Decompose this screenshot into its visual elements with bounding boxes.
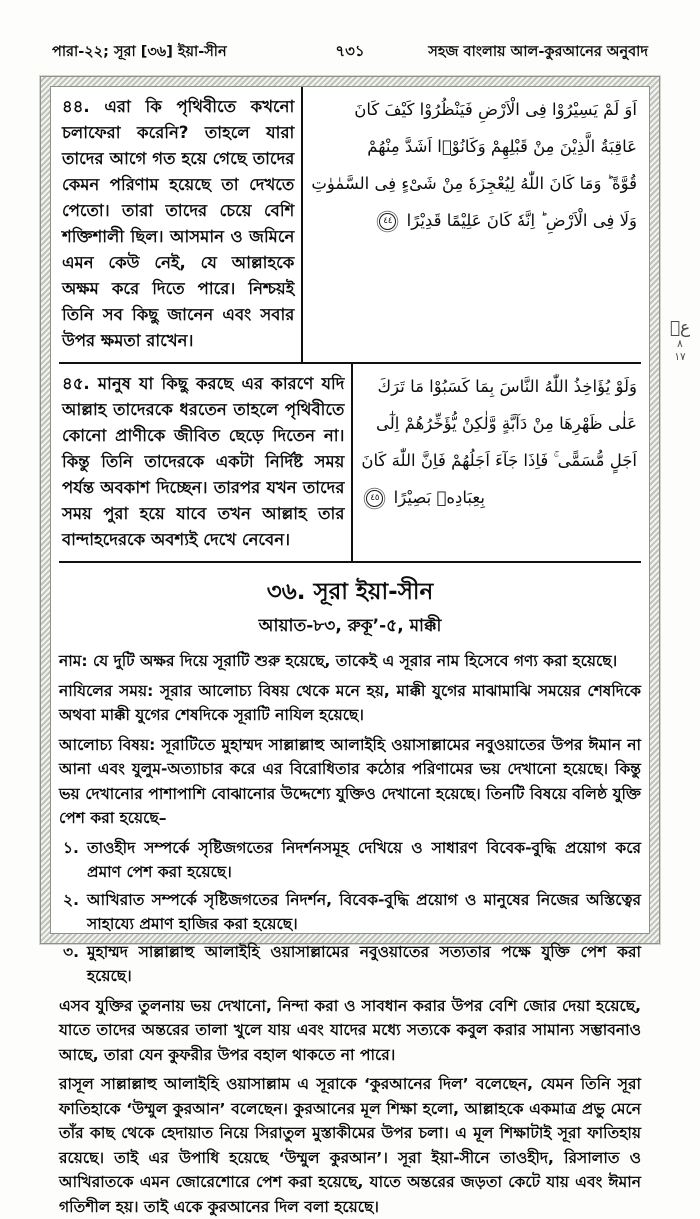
arabic-line: اَجَلٍ مُّسَمًّى ۚ فَاِذَا جَآءَ اَجَلُهُمْ فَاِنَّ اللّٰهَ كَانَ — [361, 451, 637, 470]
section-text: সূরাটিতে মুহাম্মদ সাল্লাল্লাহু আলাইহি ওয়াসাল্লামের নবুওয়াতের উপর ঈমান না আনা এবং যুলুম-অত্যাচার করে এর বিরোধিতার কঠোর পরিণামের ভয় দেখানো হয়েছে। কিন্তু ভয় দেখানোর পাশাপাশি বোঝানোর উদ্দেশ্যে যুক্তিও দেখানো হয়েছে। তিনটি বিষয়ে বলিষ্ঠ যুক্তি পেশ করা হয়েছে– — [59, 735, 642, 827]
list-text: তাওহীদ সম্পর্কে সৃষ্টিজগতের নিদর্শনসমূহ দেখিয়ে ও সাধারণ বিবেক-বুদ্ধি প্রয়োগ করে প্রমাণ পেশ করা হয়েছে। — [87, 838, 641, 881]
para-number: ١٧ — [674, 351, 686, 363]
list-item — [59, 888, 641, 937]
paragraph: রাসূল সাল্লাল্লাহু আলাইহি ওয়াসাল্লাম এ সূরাকে ‘কুরআনের দিল’ বলেছেন, যেমন তিনি সূরা ফাতিহাকে ‘উম্মুল কুরআন’ বলেছেন। কুরআনের মূল শিক্ষা হলো, আল্লাহকে একমাত্র প্রভু মেনে তাঁর কাছ থেকে হেদায়াত নিয়ে সিরাতুল মুস্তাকীমের উপর চলা। এ মূল শিক্ষাটাই সূরা ফাতিহায় রয়েছে। তাই এর উপাধি হয়েছে ‘উম্মুল কুরআন’। সূরা ইয়া-সীনে তাওহীদ, রিসালাত ও আখিরাতকে এমন জোরেশোরে পেশ করা হয়েছে, যাতে অন্তরের জড়তা কেটে যায় এবং ঈমান গতিশীল হয়। তাই একে কুরআনের দিল বলা হয়েছে। — [59, 1075, 641, 1216]
running-head-right: সহজ বাংলায় আল-কুরআনের অনুবাদ — [428, 44, 648, 60]
arabic-line: قُوَّةً ؕ وَمَا كَانَ اللّٰهُ لِيُعْجِزَهٗ مِنْ شَىْءٍ فِى السَّمٰوٰتِ — [311, 174, 637, 193]
verse-row-44 — [59, 87, 641, 362]
section-name — [59, 649, 641, 674]
ain-ruku-symbol: عۡ — [669, 318, 691, 338]
list-number: ২. — [63, 890, 79, 909]
arabic-line: عَلٰى ظَهْرِهَا مِنْ دَآبَّةٍ وَّلٰكِنْ يُّؤَخِّرُهُمْ اِلٰٓى — [375, 414, 637, 433]
list-text: আখিরাত সম্পর্কে সৃষ্টিজগতের নিদর্শন, বিবেক-বুদ্ধি প্রয়োগ ও মানুষের নিজের অস্তিত্বের সাহায্যে প্রমাণ হাজির করা হয়েছে। — [87, 890, 641, 933]
arabic-line — [361, 479, 637, 516]
verse-row-45 — [59, 362, 641, 561]
surah-heading — [59, 577, 641, 639]
arabic-line-text: بِعِبَادِهٖ بَصِيْرًا — [393, 488, 485, 507]
arabic-text-44 — [303, 87, 641, 362]
arabic-text-45 — [353, 364, 641, 561]
bengali-translation-45: ৪৫. মানুষ যা কিছু করছে এর কারণে যদি আল্লাহ তাদেরকে ধরতেন তাহলে পৃথিবীতে কোনো প্রাণীকে জীবিত ছেড়ে দিতেন না। কিন্তু তিনি তাদেরকে একটা নির্দিষ্ট সময় পর্যন্ত অবকাশ দিচ্ছেন। তারপর যখন তাদের সময় পুরা হয়ে যাবে তখন আল্লাহ তার বান্দাহদেরকে অবশ্যই দেখে নেবেন। — [59, 364, 353, 561]
ruku-number: ٨ — [677, 338, 683, 350]
bengali-translation-44: ৪৪. এরা কি পৃথিবীতে কখনো চলাফেরা করেনি? তাহলে যারা তাদের আগে গত হয়ে গেছে তাদের কেমন পরিণাম হয়েছে তা দেখতে পেতো। তারা তাদের চেয়ে বেশি শক্তিশালী ছিল। আসমান ও জমিনে এমন কেউ নেই, যে আল্লাহকে অক্ষম করে দিতে পারে। নিশ্চয়ই তিনি সব কিছু জানেন এবং সবার উপর ক্ষমতা রাখেন। — [59, 87, 303, 362]
ayah-end-medallion: ٤٤ — [379, 213, 396, 230]
running-head-left: পারা-২২; সূরা [৩৬] ইয়া-সীন — [52, 44, 227, 60]
running-head — [52, 40, 648, 65]
list-item — [59, 940, 641, 989]
section-label: নাম: — [59, 652, 88, 670]
arabic-line-text: وَلَا فِى الْاَرْضِ ؕ اِنَّهٗ كَانَ عَلِيْمًا قَدِيْرًا — [406, 211, 637, 230]
argument-list — [59, 836, 641, 989]
section-text: সূরার আলোচ্য বিষয় থেকে মনে হয়, মাক্কী যুগের মাঝামাঝি সময়ের শেষদিকে অথবা মাক্কী যুগের শেষদিকে সূরাটি নাযিল হয়েছে। — [59, 681, 641, 724]
page-number: ৭৩১ — [335, 42, 365, 60]
page-content-area — [50, 86, 650, 1216]
ayah-end-medallion: ٤٥ — [366, 490, 383, 507]
surah-introduction — [59, 649, 641, 1219]
arabic-line: اَوَ لَمْ يَسِيْرُوْا فِى الْاَرْضِ فَيَنْظُرُوْا كَيْفَ كَانَ — [354, 100, 637, 119]
decorative-border-frame — [40, 76, 660, 1216]
list-number: ৩. — [63, 942, 79, 961]
arabic-line — [311, 202, 637, 239]
arabic-line: وَلَوْ يُؤَاخِذُ اللّٰهُ النَّاسَ بِمَا كَسَبُوْا مَا تَرَكَ — [377, 377, 637, 396]
list-item — [59, 836, 641, 885]
ruku-margin-marker — [664, 318, 696, 364]
quran-verse-table — [59, 87, 641, 563]
surah-title: ৩৬. সূরা ইয়া-সীন — [266, 579, 434, 605]
section-label: নাযিলের সময়: — [59, 681, 154, 700]
arabic-line: عَاقِبَةُ الَّذِيْنَ مِنْ قَبْلِهِمْ وَكَانُوْۤا اَشَدَّ مِنْهُمْ — [367, 137, 637, 156]
section-text: যে দুটি অক্ষর দিয়ে সূরাটি শুরু হয়েছে, তাকেই এ সূরার নাম হিসেবে গণ্য করা হয়েছে। — [87, 652, 618, 670]
section-revelation-time — [59, 679, 641, 728]
paragraph: এসব যুক্তির তুলনায় ভয় দেখানো, নিন্দা করা ও সাবধান করার উপর বেশি জোর দেয়া হয়েছে, যাতে তাদের অন্তরের তালা খুলে যায় এবং যাদের মধ্যে সত্যকে কবুল করার সামান্য সম্ভাবনাও আছে, তারা যেন কুফরীর উপর বহাল থাকতে না পারে। — [59, 996, 641, 1064]
surah-subtitle: আয়াত-৮৩, রুকূ’-৫, মাক্কী — [258, 616, 442, 636]
list-number: ১. — [63, 838, 79, 857]
section-subject-matter — [59, 733, 641, 831]
section-label: আলোচ্য বিষয়: — [59, 735, 156, 754]
list-text: মুহাম্মদ সাল্লাল্লাহু আলাইহি ওয়াসাল্লামের নবুওয়াতের সত্যতার পক্ষে যুক্তি পেশ করা হয়েছে। — [87, 942, 641, 985]
